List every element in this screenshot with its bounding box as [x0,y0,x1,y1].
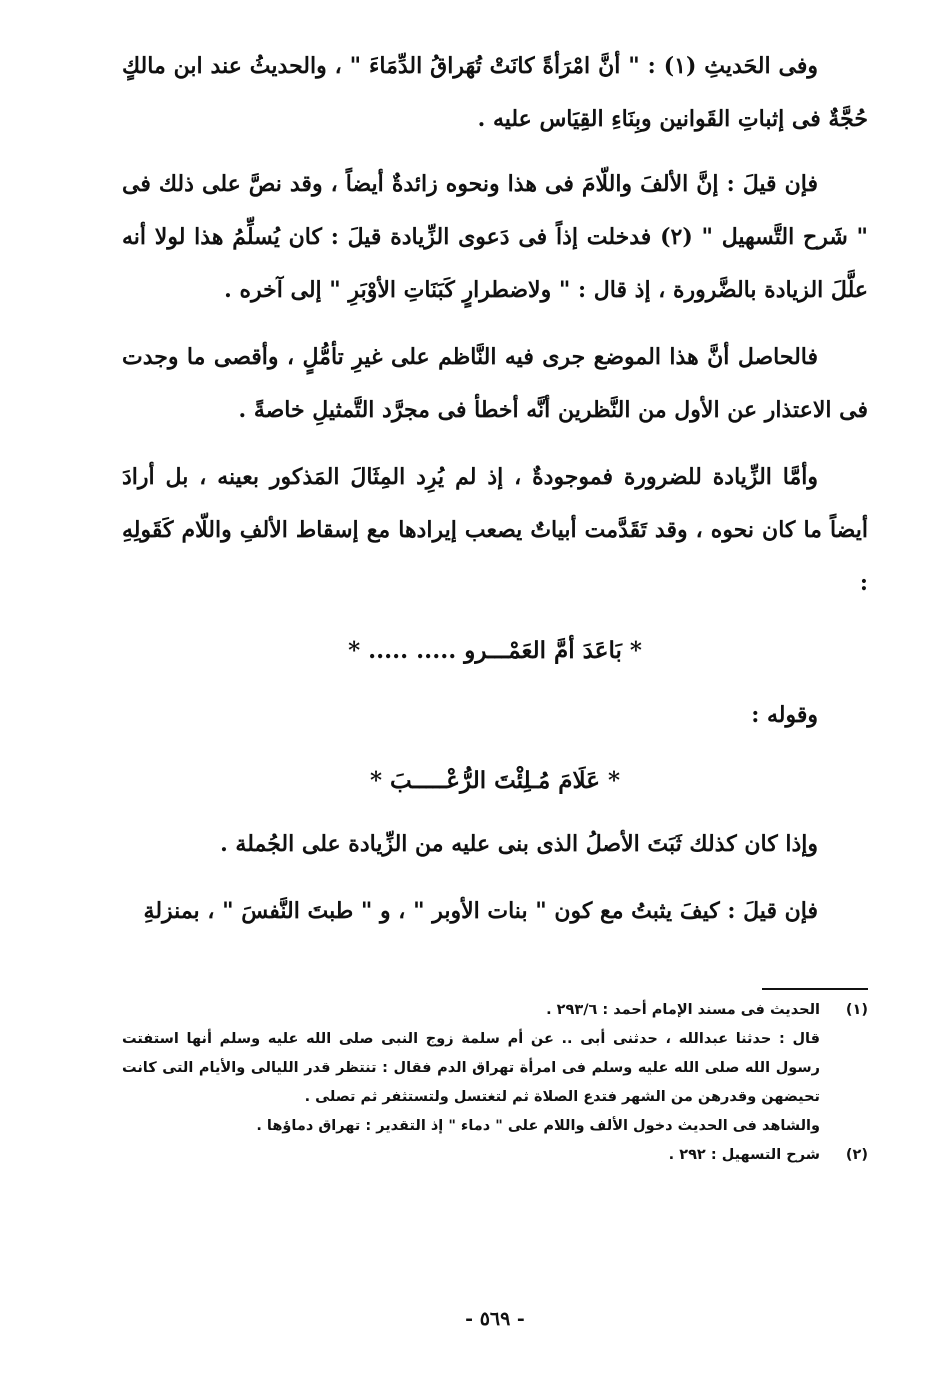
verse-2: * عَلَامَ مُـلِئْتَ الرُّعْـــــبَ * [369,767,621,794]
footnote-2-text: شرح التسهيل : ٢٩٢ . [668,1147,820,1163]
footnote-1-text: الحديث فى مسند الإمام أحمد : ٢٩٣/٦ . [546,1002,820,1018]
verse-1: * بَاعَدَ أمَّ العَمْـــرو ..... ..... * [348,637,642,664]
paragraph-hadith: وفى الحَديثِ (١) : " أنَّ امْرَأةً كانَتْ تُهَراقُ الدِّمَاءَ " ، والحديثُ عند ابن مالكٍ حُجَّةٌ فى إثباتِ القَوانين وبِنَاءِ القِيَاس عليه . [122,53,868,132]
footnote-separator [762,988,868,990]
paragraph-necessity: وأمَّا الزِّيادة للضرورة فموجودةٌ ، إذ لم يُرِد المِثَالَ المَذكور بعينه ، بل أرادَ أيضاً ما كان نحوه ، وقد تَقَدَّمت أبياتٌ يصعب إيرادها مع إسقاط الألفِ واللّام كَقَولِهِ : [122,464,868,596]
paragraph-conclusion: فالحاصل أنَّ هذا الموضع جرى فيه النَّاظم على غيرِ تأمُّلٍ ، وأقصى ما وجدت فى الاعتذار عن الأول من النَّظرين أنَّه أخطأ فى مجرَّد التَّمثيلِ خاصةً . [122,344,868,423]
paragraph-objection: فإن قيلَ : إنَّ الألفَ واللّامَ فى هذا ونحوه زائدةٌ أيضاً ، وقد نصَّ على ذلك فى " شَرح التَّسهيل " (٢) فدخلت إذاً فى دَعوى الزِّيادة قيلَ : كان يُسلِّمُ هذا لولا أنه علَّلَ الزيادة بالضَّرورة ، إذ قال : " ولاضطرارٍ كَبَنَاتِ الأوْبَرِ " إلى آخره . [122,171,868,303]
footnotes [122,996,868,1170]
paragraph-question: فإن قيلَ : كيفَ يثبتُ مع كون " بنات الأوبر " ، و " طبتَ النَّفسَ " ، بمنزلةِ [143,898,818,924]
page-content [122,40,868,1340]
footnote-2-number: (٢) [845,1147,868,1163]
footnote-1-body: قال : حدثنا عبدالله ، حدثنى أبى .. عن أم سلمة زوج النبى صلى الله عليه وسلم أنها استفتت رسول الله صلى الله عليه وسلم فى امرأة تهراق الدم فقال : تنتظر قدر الليالى والأيام التى كانت تحيضهن وقدرهن من الشهر فتدع الصلاة ثم لتغتسل ولتستثفر ثم تصلى . [122,1031,820,1105]
paragraph-principle: وإذا كان كذلك ثَبَتَ الأصلُ الذى بنى عليه من الزِّيادة على الجُملة . [220,831,818,857]
page-number: - ٥٦٩ - [465,1308,525,1330]
footnote-2 [122,1141,868,1170]
label-his-saying: وقوله : [751,702,818,728]
footnote-1 [122,996,868,1025]
footnote-1-number: (١) [845,1002,868,1018]
footnote-1-witness: والشاهد فى الحديث دخول الألف واللام على " دماء " إذ التقدير : تهراق دماؤها . [256,1118,820,1134]
